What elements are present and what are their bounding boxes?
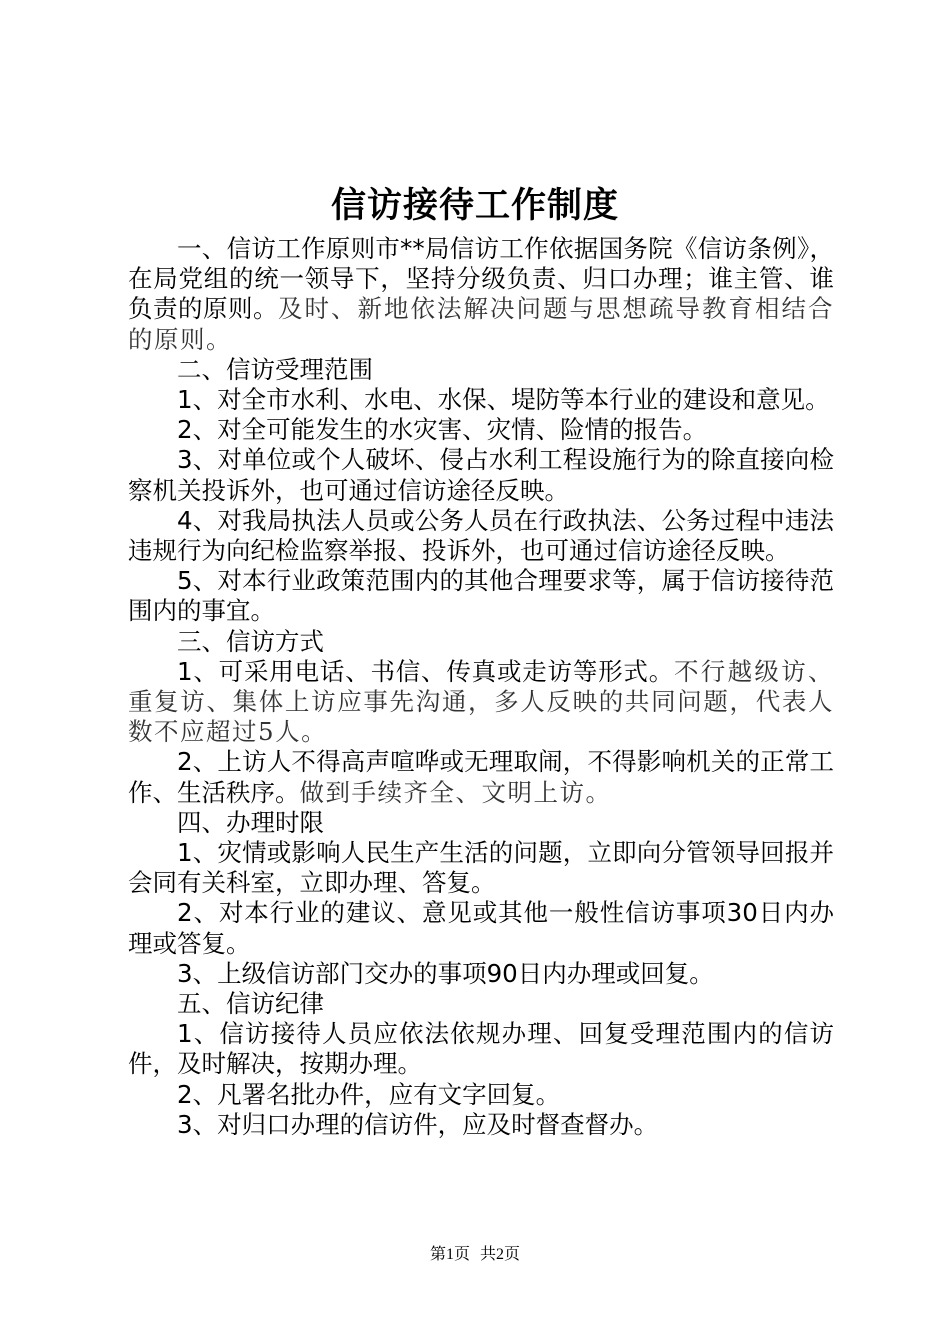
page-total: 共2页 — [480, 1246, 521, 1263]
section-heading-methods: 三、信访方式 — [177, 626, 324, 656]
paragraph-methods-1 — [128, 657, 834, 748]
paragraph-scope-4: 4、对我局执法人员或公务人员在行政执法、公务过程中违法违规行为向纪检监察举报、投诉外，也可通过信访途径反映。 — [128, 505, 834, 566]
paragraph-time-limits-1: 1、灾情或影响人民生产生活的问题，立即向分管领导回报并会同有关科室，立即办理、答复。 — [128, 838, 834, 898]
paragraph-methods-1-tail: 不行越级访、重复访、集体上访应事先沟通，多人反映的共同问题，代表人数不应超过5人。 — [128, 656, 834, 747]
paragraph-scope-1: 1、对全市水利、水电、水保、堤防等本行业的建设和意见。 — [177, 385, 830, 415]
paragraph-discipline-1: 1、信访接待人员应依法依规办理、回复受理范围内的信访件，及时解决，按期办理。 — [128, 1019, 834, 1079]
section-heading-discipline: 五、信访纪律 — [177, 989, 324, 1019]
page-footer — [0, 1245, 950, 1265]
paragraph-methods-2-tail: 做到手续齐全、文明上访。 — [299, 777, 612, 807]
paragraph-time-limits-2: 2、对本行业的建议、意见或其他一般性信访事项30日内办理或答复。 — [128, 898, 834, 958]
paragraph-methods-1-main: 1、可采用电话、书信、传真或走访等形式。 — [177, 656, 675, 686]
paragraph-time-limits-3: 3、上级信访部门交办的事项90日内办理或回复。 — [177, 958, 714, 988]
section-heading-time-limits: 四、办理时限 — [177, 807, 324, 837]
document-title: 信访接待工作制度 — [330, 185, 619, 226]
paragraph-scope-5: 5、对本行业政策范围内的其他合理要求等，属于信访接待范围内的事宜。 — [128, 566, 834, 626]
paragraph-methods-2-main: 2、上访人不得高声喧哗或无理取闹，不得影响机关的正常工作、生活秩序。 — [128, 747, 834, 807]
section-heading-scope: 二、信访受理范围 — [177, 354, 373, 384]
paragraph-discipline-2: 2、凡署名批办件，应有文字回复。 — [177, 1079, 561, 1109]
paragraph-methods-2 — [128, 747, 834, 807]
paragraph-principles — [128, 234, 834, 355]
paragraph-principles-main: 一、信访工作原则市**局信访工作依据国务院《信访条例》，在局党组的统一领导下，坚持分级负责、归口办理；谁主管、谁负责的原则。 — [128, 234, 834, 324]
paragraph-scope-3: 3、对单位或个人破坏、侵占水利工程设施行为的除直接向检察机关投诉外，也可通过信访途径反映。 — [128, 445, 834, 505]
paragraph-scope-2: 2、对全可能发生的水灾害、灾情、险情的报告。 — [177, 415, 708, 445]
document-body — [128, 234, 834, 1140]
paragraph-discipline-3: 3、对归口办理的信访件，应及时督查督办。 — [177, 1109, 659, 1139]
page-number: 第1页 — [429, 1246, 470, 1263]
paragraph-principles-tail: 及时、新地依法解决问题与思想疏导教育相结合的原则。 — [128, 294, 834, 354]
